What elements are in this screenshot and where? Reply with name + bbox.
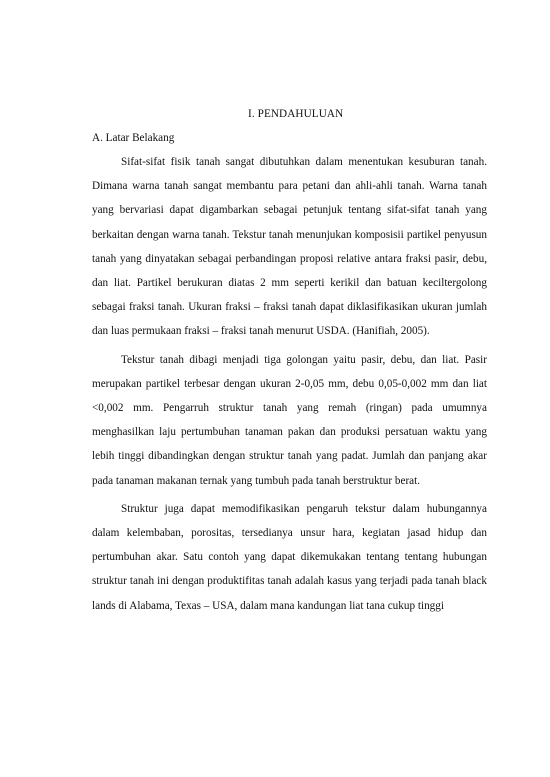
chapter-title: I. PENDAHULUAN [248,108,344,120]
body-text [92,150,487,622]
paragraph-3: Struktur juga dapat memodifikasikan pengaruh tekstur dalam hubungannya dalam kelembaban, porositas, tersedianya unsur hara, kegiatan jasad hidup dan pertumbuhan akar. Satu contoh yang dapat dikemukakan tentang tentang hubungan struktur tanah ini dengan produktifitas tanah adalah kasus yang terjadi pada tanah black lands di Alabama, Texas – USA, dalam mana kandungan liat tana cukup tinggi [92,502,487,612]
paragraph-2: Tekstur tanah dibagi menjadi tiga golongan yaitu pasir, debu, dan liat. Pasir merupakan partikel terbesar dengan ukuran 2-0,05 mm, debu 0,05-0,002 mm dan liat <0,002 mm. Pengarruh struktur tanah yang remah (ringan) pada umumnya menghasilkan laju pertumbuhan tanaman pakan dan produksi persatuan waktu yang lebih tinggi dibandingkan dengan struktur tanah yang padat. Jumlah dan panjang akar pada tanaman makanan ternak yang tumbuh pada tanah berstruktur berat. [92,353,487,487]
paragraph-1: Sifat-sifat fisik tanah sangat dibutuhkan dalam menentukan kesuburan tanah. Dimana warna tanah sangat membantu para petani dan ahli-ahli tanah. Warna tanah yang bervariasi dapat digambarkan sebagai petunjuk tentang sifat-sifat tanah yang berkaitan dengan warna tanah. Tekstur tanah menunjukan komposisii partikel penyusun tanah yang dinyatakan sebagai perbandingan proposi relative antara fraksi pasir, debu, dan liat. Partikel berukuran diatas 2 mm seperti kerikil dan batuan keciltergolong sebagai fraksi tanah. Ukuran fraksi – fraksi tanah dapat diklasifikasikan ukuran jumlah dan luas permukaan fraksi – fraksi tanah menurut USDA. (Hanifiah, 2005). [92,156,487,338]
section-heading: A. Latar Belakang [92,132,175,144]
